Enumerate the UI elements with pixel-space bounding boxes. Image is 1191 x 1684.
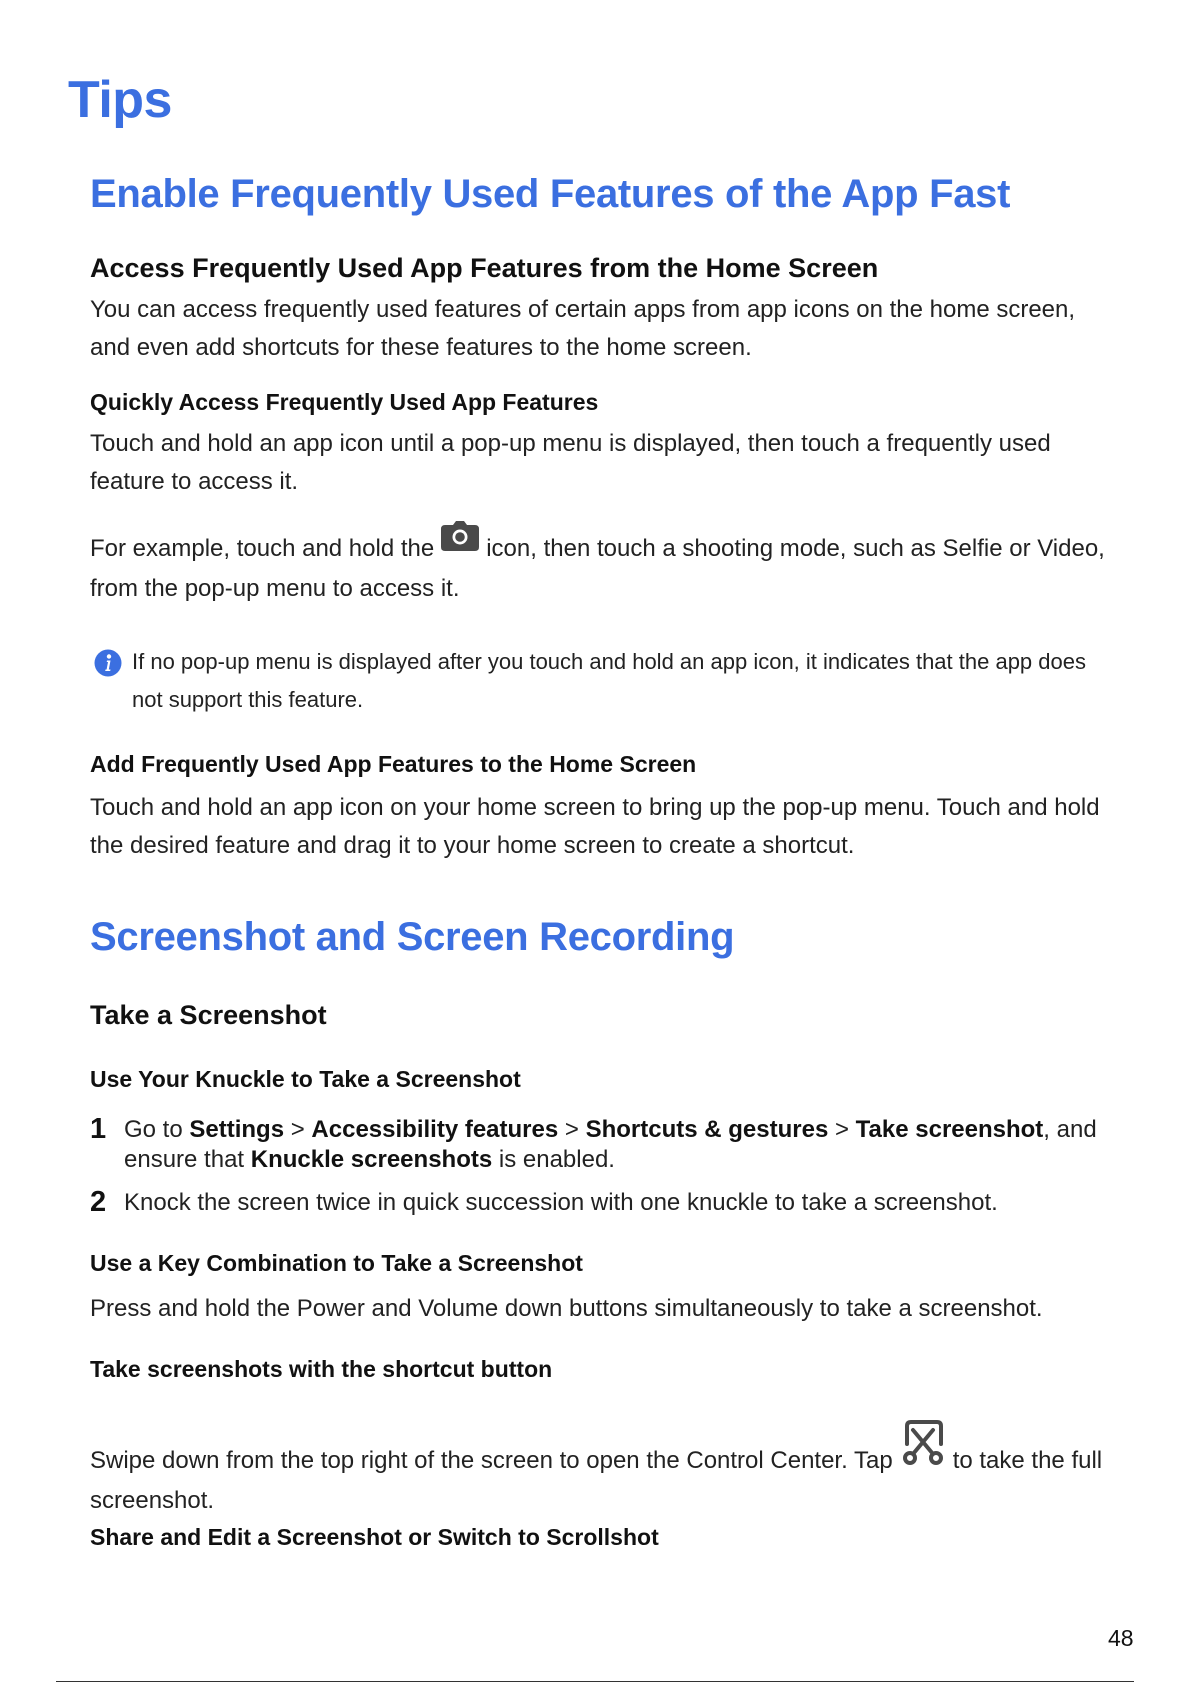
subsection-title-take-screenshot: Take a Screenshot (90, 1000, 327, 1030)
screenshot-scissors-icon (899, 1418, 947, 1466)
step-text-part: , and ensure that (124, 1116, 1097, 1173)
step-1 (90, 1115, 1120, 1175)
example-text-before: For example, touch and hold the (90, 535, 435, 562)
step-text (124, 1115, 1124, 1175)
footer-divider (56, 1681, 1134, 1682)
chapter-title: Tips (68, 71, 172, 129)
subsection-title-quick-access: Quickly Access Frequently Used App Features (90, 389, 599, 415)
paragraph-quick-access: Touch and hold an app icon until a pop-up menu is displayed, then touch a frequently used feature to access it. (90, 430, 1051, 495)
step-text-part: Go to (124, 1116, 183, 1143)
subsection-title-key-combination: Use a Key Combination to Take a Screenshot (90, 1250, 583, 1276)
paragraph-shortcut-button (90, 1418, 1120, 1521)
section-title-enable-features: Enable Frequently Used Features of the App Fast (90, 172, 1011, 216)
example-text-after: icon, then touch a shooting mode, such as Selfie or Video, from the pop-up menu to access it. (90, 535, 1105, 602)
page-number: 48 (1108, 1625, 1134, 1651)
step-number: 2 (90, 1186, 107, 1218)
subsection-title-knuckle: Use Your Knuckle to Take a Screenshot (90, 1066, 521, 1092)
paragraph-add-features: Touch and hold an app icon on your home screen to bring up the pop-up menu. Touch and hold the desired feature and drag it to your home screen to create a shortcut. (90, 794, 1100, 859)
subsection-title-home-screen-access: Access Frequently Used App Features from the Home Screen (90, 253, 879, 283)
menu-path-accessibility: Accessibility features (311, 1116, 559, 1143)
subsection-title-shortcut-button: Take screenshots with the shortcut button (90, 1356, 553, 1382)
subsection-title-share-edit: Share and Edit a Screenshot or Switch to Scrollshot (90, 1524, 659, 1550)
shortcut-text-after: to take the full screenshot. (90, 1447, 1103, 1514)
info-icon (94, 649, 122, 677)
step-text: Knock the screen twice in quick succession with one knuckle to take a screenshot. (124, 1189, 998, 1216)
section-title-screenshot: Screenshot and Screen Recording (90, 915, 735, 959)
paragraph-example (90, 520, 1120, 609)
step-text-part: is enabled. (498, 1146, 615, 1173)
step-2 (90, 1188, 1120, 1222)
info-note (94, 643, 1124, 721)
path-separator: > (834, 1116, 849, 1143)
subsection-title-add-features: Add Frequently Used App Features to the Home Screen (90, 751, 697, 777)
paragraph-key-combination: Press and hold the Power and Volume down buttons simultaneously to take a screenshot. (90, 1295, 1043, 1322)
step-number: 1 (90, 1113, 107, 1145)
shortcut-text-before: Swipe down from the top right of the screen to open the Control Center. Tap (90, 1447, 893, 1474)
menu-path-settings: Settings (189, 1116, 285, 1143)
note-text: If no pop-up menu is displayed after you touch and hold an app icon, it indicates that the app does not support this feature. (132, 649, 1086, 712)
menu-path-take-screenshot: Take screenshot (855, 1116, 1044, 1143)
path-separator: > (564, 1116, 579, 1143)
path-separator: > (290, 1116, 305, 1143)
camera-icon (440, 520, 480, 552)
paragraph-home-screen-access: You can access frequently used features of certain apps from app icons on the home screen, and even add shortcuts for these features to the home screen. (90, 296, 1076, 361)
menu-path-shortcuts: Shortcuts & gestures (585, 1116, 829, 1143)
setting-knuckle-screenshots: Knuckle screenshots (250, 1146, 493, 1173)
